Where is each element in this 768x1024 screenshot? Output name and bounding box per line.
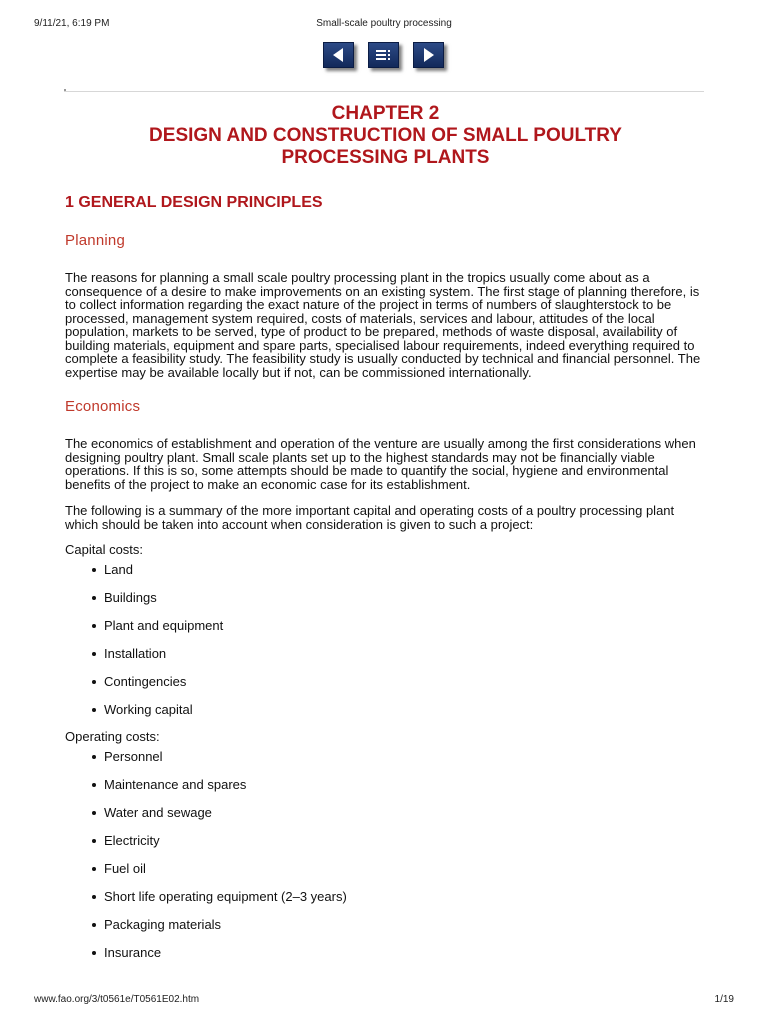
navigation-bar (0, 42, 768, 74)
list-item: Fuel oil (65, 861, 706, 877)
next-page-button[interactable] (413, 42, 444, 68)
operating-costs-label: Operating costs: (65, 729, 160, 744)
print-header (34, 18, 734, 32)
list-item: Personnel (65, 749, 706, 765)
list-item: Buildings (65, 590, 706, 606)
list-item: Packaging materials (65, 917, 706, 933)
previous-arrow-icon (324, 43, 353, 67)
list-item: Plant and equipment (65, 618, 706, 634)
list-item: Installation (65, 646, 706, 662)
chapter-number: CHAPTER 2 (331, 103, 440, 124)
list-item: Insurance (65, 945, 706, 961)
list-item: Electricity (65, 833, 706, 849)
table-of-contents-button[interactable] (368, 42, 399, 68)
capital-costs-list (65, 562, 706, 718)
print-date: 9/11/21, 6:19 PM (34, 18, 110, 29)
capital-costs-label: Capital costs: (65, 542, 144, 557)
print-footer (34, 994, 734, 1008)
list-item: Working capital (65, 702, 706, 718)
operating-costs-list (65, 749, 706, 961)
list-item: Short life operating equipment (2–3 years) (65, 889, 706, 905)
contents-list-icon (369, 43, 398, 67)
planning-paragraph: The reasons for planning a small scale poultry processing plant in the tropics usually come about as a consequence of a desire to make improvements on an existing system. The first stage of planning therefore, is to collect information regarding the exact nature of the project in terms of numbers of slaughterstock to be processed, management system required, costs of materials, services and labour, attitudes of the local population, markets to be served, type of product to be prepared, methods of waste disposal, availability of building materials, equipment and spare parts, specialised labour requirements, indeed everything required to complete a feasibility study. The feasibility study is usually conducted by technical and financial personnel. The expertise may be available locally but if not, can be commissioned internationally. (65, 270, 701, 380)
list-item: Maintenance and spares (65, 777, 706, 793)
chapter-title-line-2: PROCESSING PLANTS (281, 147, 490, 168)
list-item: Water and sewage (65, 805, 706, 821)
previous-page-button[interactable] (323, 42, 354, 68)
chapter-title (65, 103, 706, 169)
main-content (65, 103, 706, 961)
economics-paragraph-2: The following is a summary of the more important capital and operating costs of a poultry processing plant which should be taken into account when consideration is given to such a project: (65, 503, 675, 532)
economics-heading: Economics (65, 398, 141, 415)
print-page-title: Small-scale poultry processing (316, 18, 452, 29)
economics-paragraph-1: The economics of establishment and operation of the venture are usually among the first considerations when designing poultry plant. Small scale plants set up to the highest standards may not be financially viable operations. If this is so, some attempts should be made to quantify the social, hygiene and environmental benefits of the project to make an economic case for its establishment. (65, 436, 696, 492)
page-number: 1/19 (714, 994, 734, 1005)
planning-heading: Planning (65, 232, 125, 249)
page-url: www.fao.org/3/t0561e/T0561E02.htm (34, 994, 200, 1005)
section-heading: 1 GENERAL DESIGN PRINCIPLES (65, 194, 323, 211)
list-item: Land (65, 562, 706, 578)
horizontal-rule (64, 91, 704, 92)
next-arrow-icon (414, 43, 443, 67)
chapter-title-line-1: DESIGN AND CONSTRUCTION OF SMALL POULTRY (149, 125, 622, 146)
list-item: Contingencies (65, 674, 706, 690)
